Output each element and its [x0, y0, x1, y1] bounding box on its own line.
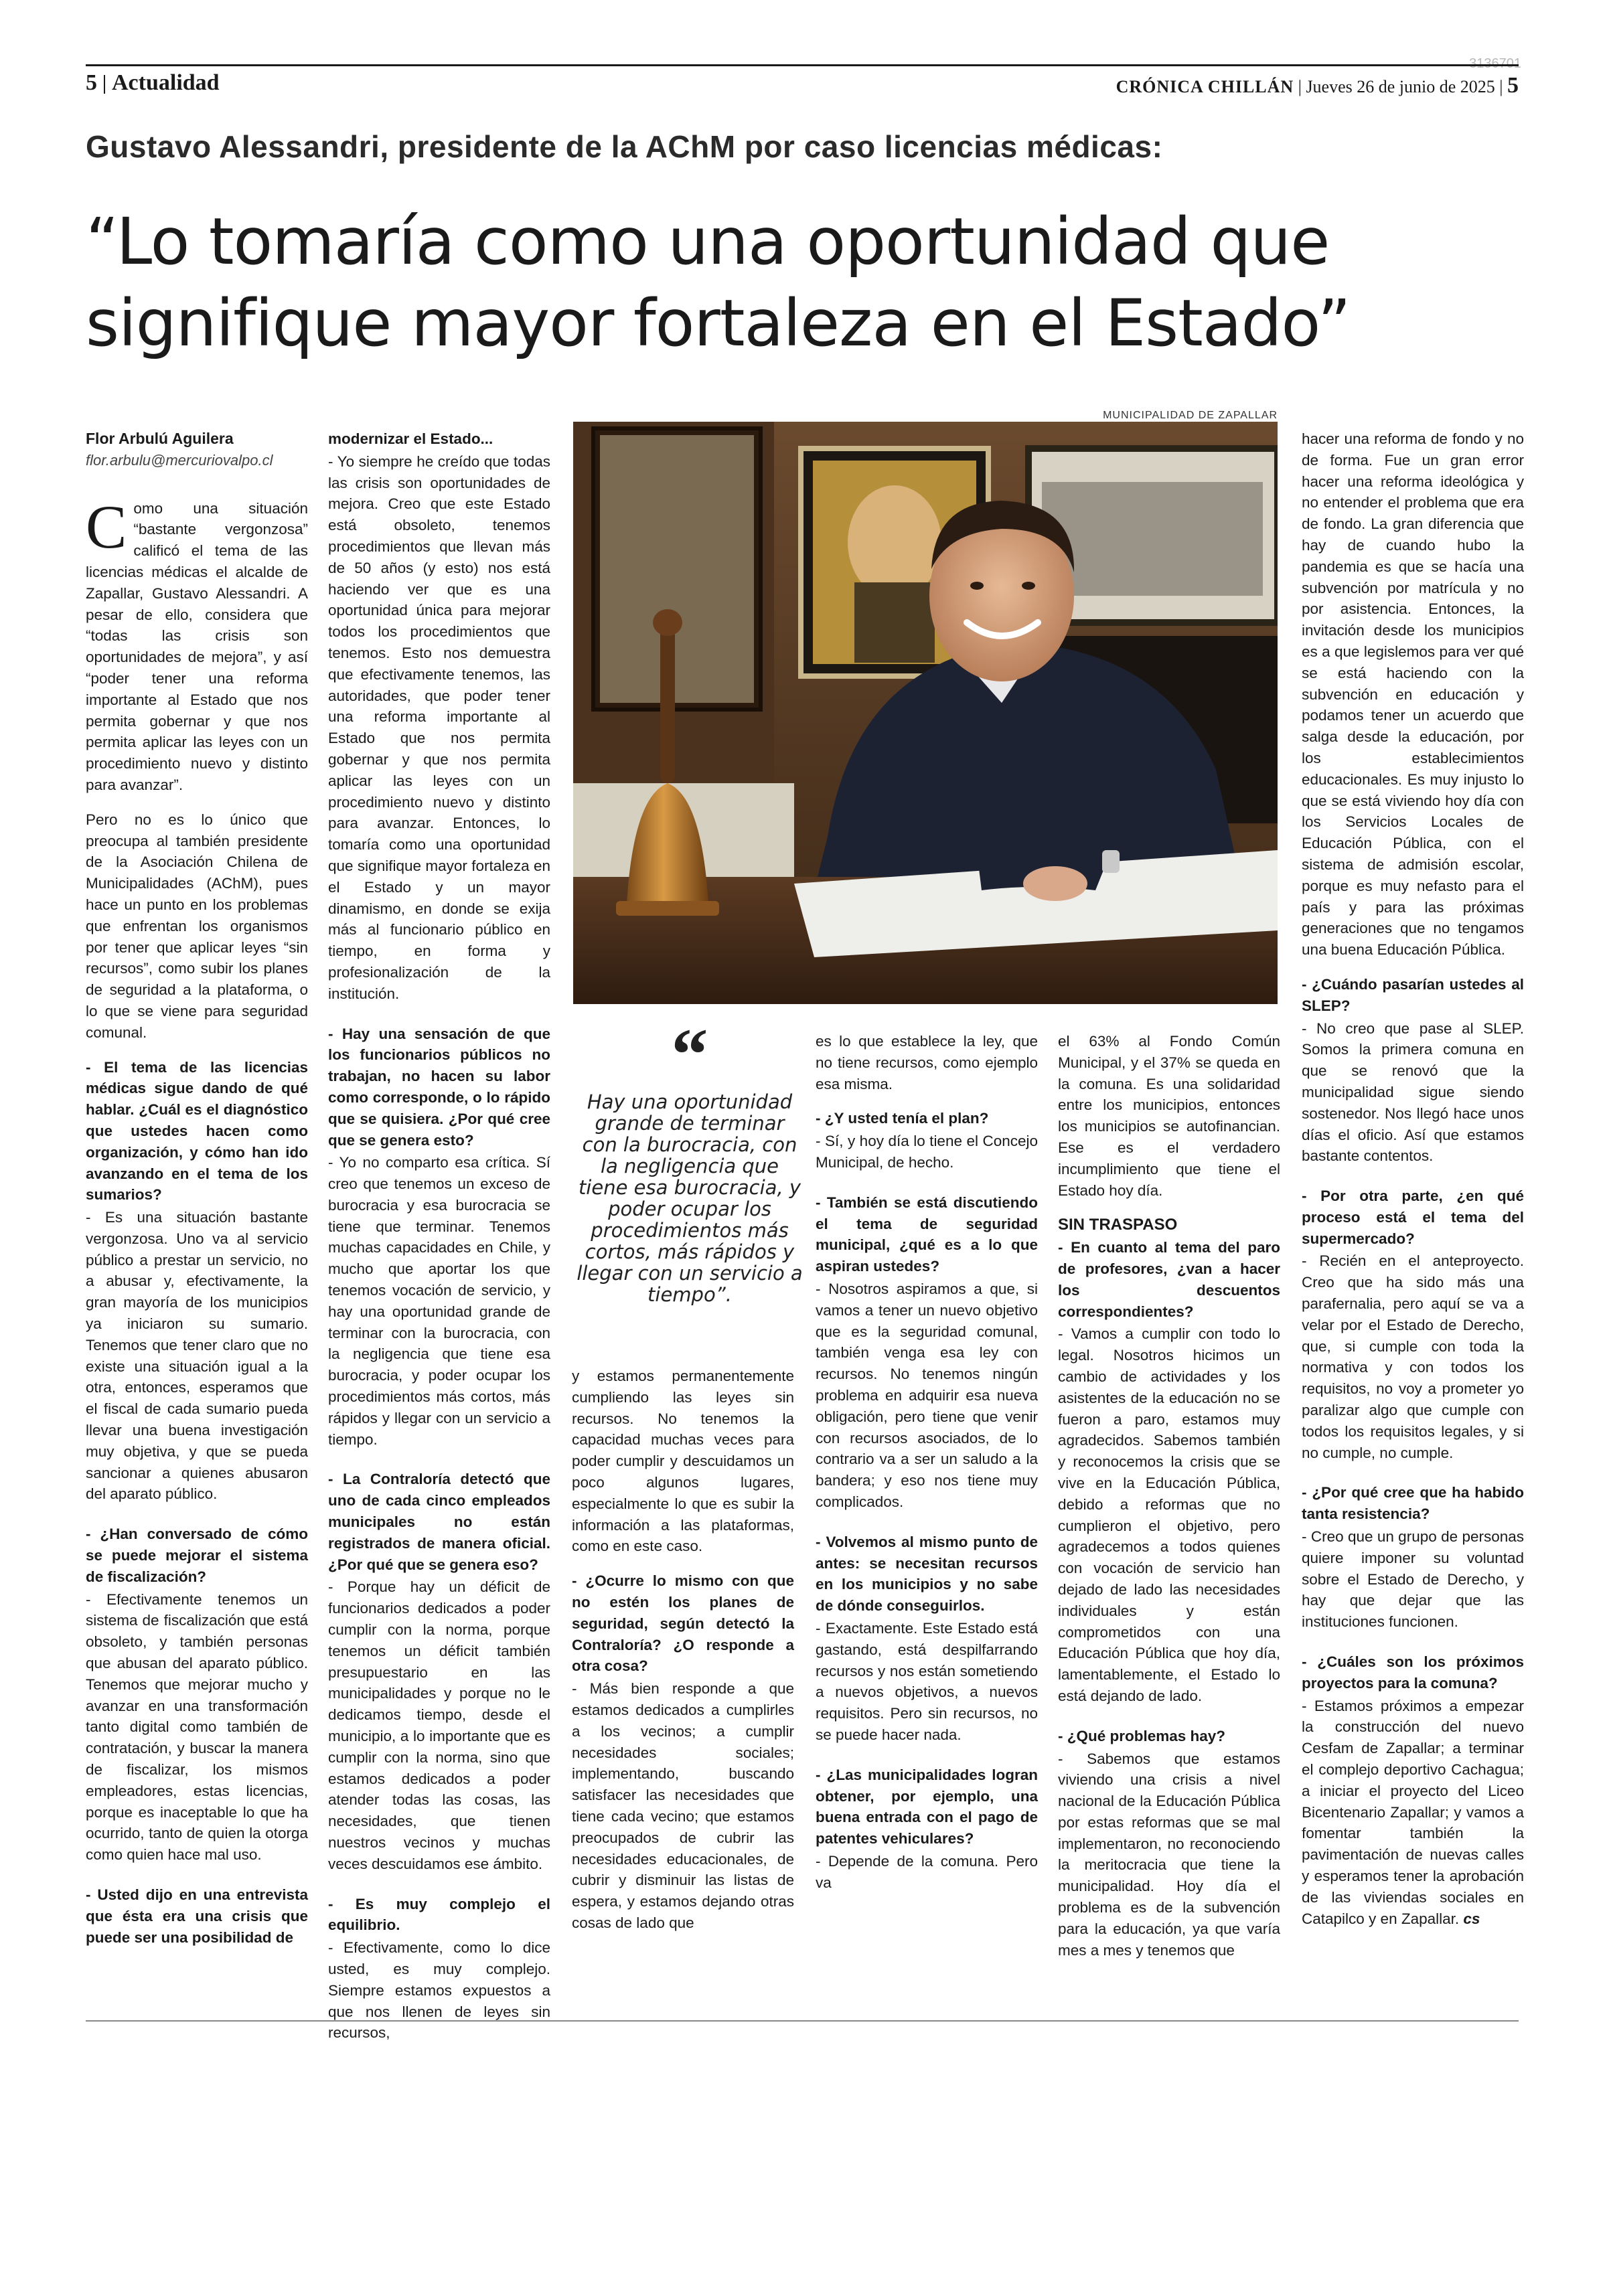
interview-answer: - Yo no comparto esa crítica. Sí creo que tenemos un exceso de burocracia y esa burocracia se tiene que terminar. Tenemos muchas capacidades en Chile, y mucho que aportar los que tenemos vocación de servicio, y hay una oportunidad grande de terminar con la burocracia, con la negligencia que tiene esa burocracia, y poder ocupar los procedimientos más cortos, más rápidos y llegar con un servicio a tiempo.: [328, 1154, 550, 1448]
interview-question: - ¿Las municipalidades logran obtener, por ejemplo, una buena entrada con el pago de patentes vehiculares?: [816, 1766, 1038, 1848]
interview-question: - ¿Cuáles son los próximos proyectos para la comuna?: [1302, 1653, 1524, 1692]
headline-line-2: signifique mayor fortaleza en el Estado”: [86, 286, 1351, 361]
interview-answer: - Yo siempre he creído que todas las crisis son oportunidades de mejora. Creo que este Estado está obsoleto, tenemos procedimientos que llevan más de 50 años (y esto) nos está haciendo ver que es una oportunidad única para mejorar todos los procedimientos que tenemos. Esto nos demuestra que efectivamente tenemos, las autoridades, que poder tener una reforma importante al Estado que nos permita gobernar y que nos permita aplicar las leyes con un procedimiento nuevo y distinto para avanzar. Entonces, lo tomaría como una oportunidad que signifique mayor fortaleza en el Estado y un mayor dinamismo, en donde se exija más al funcionario público en tiempo, en forma y profesionalización de la institución.: [328, 453, 550, 1002]
interview-question: - ¿Y usted tenía el plan?: [816, 1110, 989, 1127]
author-name: Flor Arbulú Aguilera: [86, 430, 234, 447]
interview-question: - La Contraloría detectó que uno de cada cinco empleados municipales no están registrados de manera oficial. ¿Por qué que se genera eso?: [328, 1471, 550, 1573]
article-column-5: [1058, 1031, 1280, 1979]
page-number-right: 5: [1507, 73, 1519, 98]
lead-paragraph: [86, 492, 308, 796]
interview-question: - Volvemos al mismo punto de antes: se necesitan recursos en los municipios y no sabe de dónde conseguirlos.: [816, 1533, 1038, 1615]
article-column-6: [1302, 428, 1524, 1948]
masthead-info: [1116, 73, 1519, 98]
pull-quote-text: Hay una oportunidad grande de terminar con la burocracia, con la negligencia que tiene esa burocracia, y poder ocupar los procedimientos más cortos, más rápidos y llegar con un servicio a tiempo”.: [577, 1090, 803, 1306]
page-number-left: 5: [86, 70, 97, 95]
photo-credit: MUNICIPALIDAD DE ZAPALLAR: [1103, 410, 1278, 421]
header-separator: |: [1298, 77, 1306, 96]
paragraph: Pero no es lo único que preocupa al también presidente de la Asociación Chilena de Municipalidades (AChM), pues hace un punto en los problemas que enfrentan los organismos por tener que aplicar leyes “sin recursos”, como subir los planes de seguridad a la plataforma, o lo que se viene para seguridad comunal.: [86, 811, 308, 1041]
end-mark-icon: cs: [1463, 1910, 1480, 1927]
drop-cap: C: [86, 492, 127, 561]
interview-question: - ¿Han conversado de cómo se puede mejorar el sistema de fiscalización?: [86, 1526, 308, 1585]
interview-question: - ¿Qué problemas hay?: [1058, 1727, 1226, 1744]
headline-line-1: “Lo tomaría como una oportunidad que: [86, 204, 1330, 279]
interview-question: - También se está discutiendo el tema de seguridad municipal, ¿qué es a lo que aspiran ustedes?: [816, 1194, 1038, 1275]
article-column-1: [86, 428, 308, 1949]
issue-date: Jueves 26 de junio de 2025: [1306, 77, 1495, 96]
interview-answer: - Sí, y hoy día lo tiene el Concejo Municipal, de hecho.: [816, 1133, 1038, 1171]
article-column-4: [816, 1031, 1038, 1912]
interview-answer: [1302, 1696, 1524, 1930]
interview-answer: - Sabemos que estamos viviendo una crisis a nivel nacional de la Educación Pública por estas reformas que se mal implementaron, no reconociendo la meritocracia que tiene la municipalidad. Hoy día el problema es de la subvención para la educación, ya que varía mes a mes y tenemos que: [1058, 1750, 1280, 1959]
interview-question: - Usted dijo en una entrevista que ésta era una crisis que puede ser una posibilidad de: [86, 1886, 308, 1946]
footer-divider: [86, 2020, 1519, 2022]
paragraph: hacer una reforma de fondo y no de forma. Fue un gran error hacer una reforma ideológica y no entender el problema que era de fondo. La gran diferencia que hay de cuando hubo la pandemia es que se hacía una subvención por matrícula y no por asistencia. Entonces, la invitación desde los municipios es a que legislemos para ver qué se está haciendo con la subvención en educación y podamos tener un acuerdo que salga desde la educación, por los establecimientos educacionales. Es muy injusto lo que se está viviendo hoy día con los Servicios Locales de Educación Pública, con el sistema de admisión escolar, porque es muy nefasto para el país y para las próximas generaciones que no tengamos una buena Educación Pública.: [1302, 430, 1524, 959]
interview-answer: - Más bien responde a que estamos dedicados a cumplirles a los vecinos; a cumplir necesidades sociales; implementando, buscando satisfacer las necesidades que tiene cada vecino; que estamos preocupados de cubrir las necesidades educacionales, de cubrir y disminuir las listas de espera, y estamos dejando otras cosas de lado que: [572, 1680, 794, 1931]
author-email: flor.arbulu@mercuriovalpo.cl: [86, 451, 273, 469]
section-name: Actualidad: [112, 70, 220, 95]
interview-answer: - Es una situación bastante vergonzosa. Uno va al servicio público a prestar un servicio, no a abusar y, efectivamente, la gran mayoría de los municipios ya iniciaron su sumario. Tenemos que tener claro que no existe una situación igual a la otra, entonces, esperamos que el fiscal de cada sumario pueda llevar una buena investigación muy objetiva, y que se pueda sancionar a quienes abusaron del aparato público.: [86, 1209, 308, 1503]
interview-question-continued: modernizar el Estado...: [328, 430, 493, 447]
paragraph: y estamos permanentemente cumpliendo las leyes sin recursos. No tenemos la capacidad muchas veces para poder cumplir y descuidamos un poco algunos lugares, especialmente lo que es subir la información a las plataformas, como en este caso.: [572, 1368, 794, 1555]
article-column-3: [572, 1366, 794, 1953]
pull-quote: [576, 1013, 804, 1306]
interview-answer: - Creo que un grupo de personas quiere imponer su voluntad sobre el Estado de Derecho, y hay que dejar que las instituciones funcionen.: [1302, 1528, 1524, 1631]
page-header: [86, 64, 1519, 99]
header-separator-2: |: [1499, 77, 1507, 96]
interview-answer: - Vamos a cumplir con todo lo legal. Nosotros hicimos un cambio de actividades y los asistentes de la educación no se fueron a paro, estamos muy agradecidos. Sabemos también y reconocemos la crisis que se vive en la Educación Pública, debido a reformas que no cumplieron el objetivo, pero agradecemos a todos quienes con vocación de servicio han dejado de lado las necesidades individuales y están comprometidos con una Educación Pública que hoy día, lamentablemente, el Estado lo está dejando de lado.: [1058, 1325, 1280, 1704]
interview-question: - Por otra parte, ¿en qué proceso está el tema del supermercado?: [1302, 1187, 1524, 1247]
paragraph: el 63% al Fondo Común Municipal, y el 37% se queda en la comuna. Es una solidaridad entre los municipios, entonces los municipios se autofinancian. Ese es el verdadero incumplimiento que tiene el Estado hoy día.: [1058, 1033, 1280, 1199]
interview-question: - ¿Ocurre lo mismo con que no estén los planes de seguridad, según detectó la Contraloría? ¿O responde a otra cosa?: [572, 1572, 794, 1675]
article-kicker: Gustavo Alessandri, presidente de la AChM por caso licencias médicas:: [86, 129, 1163, 164]
article-column-2: [328, 428, 550, 2062]
interview-answer: - Depende de la comuna. Pero va: [816, 1852, 1038, 1891]
article-headline: [86, 201, 1532, 364]
interview-answer: - Porque hay un déficit de funcionarios dedicados a poder cumplir con la norma, porque tenemos un déficit también presupuestario en las municipalidades y porque no le dedicamos tiempo, desde el municipio, a lo importante que es cumplir con la norma, sino que estamos dedicados a poder atender todas las cosas, las necesidades, que tienen nuestros vecinos y muchas veces descuidamos ese ámbito.: [328, 1578, 550, 1872]
interview-answer: - Efectivamente tenemos un sistema de fiscalización que está obsoleto, y también personas que abusan del aparato público. Tenemos que mejorar mucho y avanzar en una transformación tanto digital como también de contratación, y buscar la manera de fiscalizar, los mismos empleadores, estas licencias, porque es inaceptable lo que ha ocurrido, tanto de quien la otorga como quien hace mal uso.: [86, 1590, 308, 1864]
interview-answer: - No creo que pase al SLEP. Somos la primera comuna en que se renovó que la municipalidad sigue siendo sostenedor. Nos llegó hace unos días el oficio. Así que estamos bastante contentos.: [1302, 1019, 1524, 1165]
section-label: [86, 70, 220, 96]
header-divider: [104, 75, 105, 94]
answer-text: - Estamos próximos a empezar la construcción del nuevo Cesfam de Zapallar; a terminar el complejo deportivo Cachagua; a iniciar el proyecto del Liceo Bicentenario Zapallar; y vamos a fomentar también la pavimentación de nuevas calles y esperamos tener la aprobación de las viviendas sociales en Catapilco y en Zapallar.: [1302, 1697, 1524, 1927]
interview-question: - Es muy complejo el equilibrio.: [328, 1895, 550, 1934]
portrait-illustration: [573, 422, 1278, 1004]
section-subhead: SIN TRASPASO: [1058, 1216, 1178, 1234]
paragraph: es lo que establece la ley, que no tiene recursos, como ejemplo esa misma.: [816, 1033, 1038, 1092]
page-watermark: 3136701: [1469, 56, 1521, 71]
interview-answer: - Recién en el anteproyecto. Creo que ha sido más una parafernalia, pero aquí se va a velar por el Estado de Derecho, que, si cumple con toda la normativa y con todos los requisitos, no voy a prometer yo paralizar algo que cumple con todos los requisitos legales, y si no cumple, no cumple.: [1302, 1252, 1524, 1461]
interview-answer: - Efectivamente, como lo dice usted, es muy complejo. Siempre estamos expuestos a que nos llenen de leyes sin recursos,: [328, 1939, 550, 2042]
interview-answer: - Exactamente. Este Estado está gastando, está despilfarrando recursos y nos están sometiendo a nuevos objetivos, a nuevos requisitos. Pero sin recursos, no se puede hacer nada.: [816, 1619, 1038, 1743]
interview-question: - ¿Cuándo pasarían ustedes al SLEP?: [1302, 975, 1524, 1014]
interview-question: - El tema de las licencias médicas sigue dando de qué hablar. ¿Cuál es el diagnóstico que ustedes hacen como organización, y cómo han ido avanzando en el tema de los sumarios?: [86, 1058, 308, 1204]
interview-question: - En cuanto al tema del paro de profesores, ¿van a hacer los descuentos correspondientes?: [1058, 1239, 1280, 1320]
interview-answer: - Nosotros aspiramos a que, si vamos a tener un nuevo objetivo que es la seguridad comunal, también venga esa ley con recursos. No tenemos ningún problema en adquirir esa nueva obligación, pero tiene que venir con recursos asociados, de lo contrario va a ser un saludo a la bandera; y eso nos tiene muy complicados.: [816, 1280, 1038, 1510]
interview-question: - ¿Por qué cree que ha habido tanta resistencia?: [1302, 1484, 1524, 1523]
interview-question: - Hay una sensación de que los funcionarios públicos no trabajan, no hacen su labor como corresponde, o lo rápido que se quisiera. ¿Por qué cree que se genera esto?: [328, 1025, 550, 1149]
lead-text: omo una situación “bastante vergonzosa” calificó el tema de las licencias médicas el alcalde de Zapallar, Gustavo Alessandri. A pesar de ello, considera que “todas las crisis son oportunidades de mejora”, y así “poder tener una reforma importante al Estado que nos permita gobernar y que nos permita aplicar las leyes con un procedimiento nuevo y distinto para avanzar”.: [86, 499, 308, 793]
article-photo: [573, 422, 1278, 1004]
quote-mark-icon: “: [671, 1013, 708, 1095]
newspaper-brand: CRÓNICA CHILLÁN: [1116, 77, 1294, 96]
